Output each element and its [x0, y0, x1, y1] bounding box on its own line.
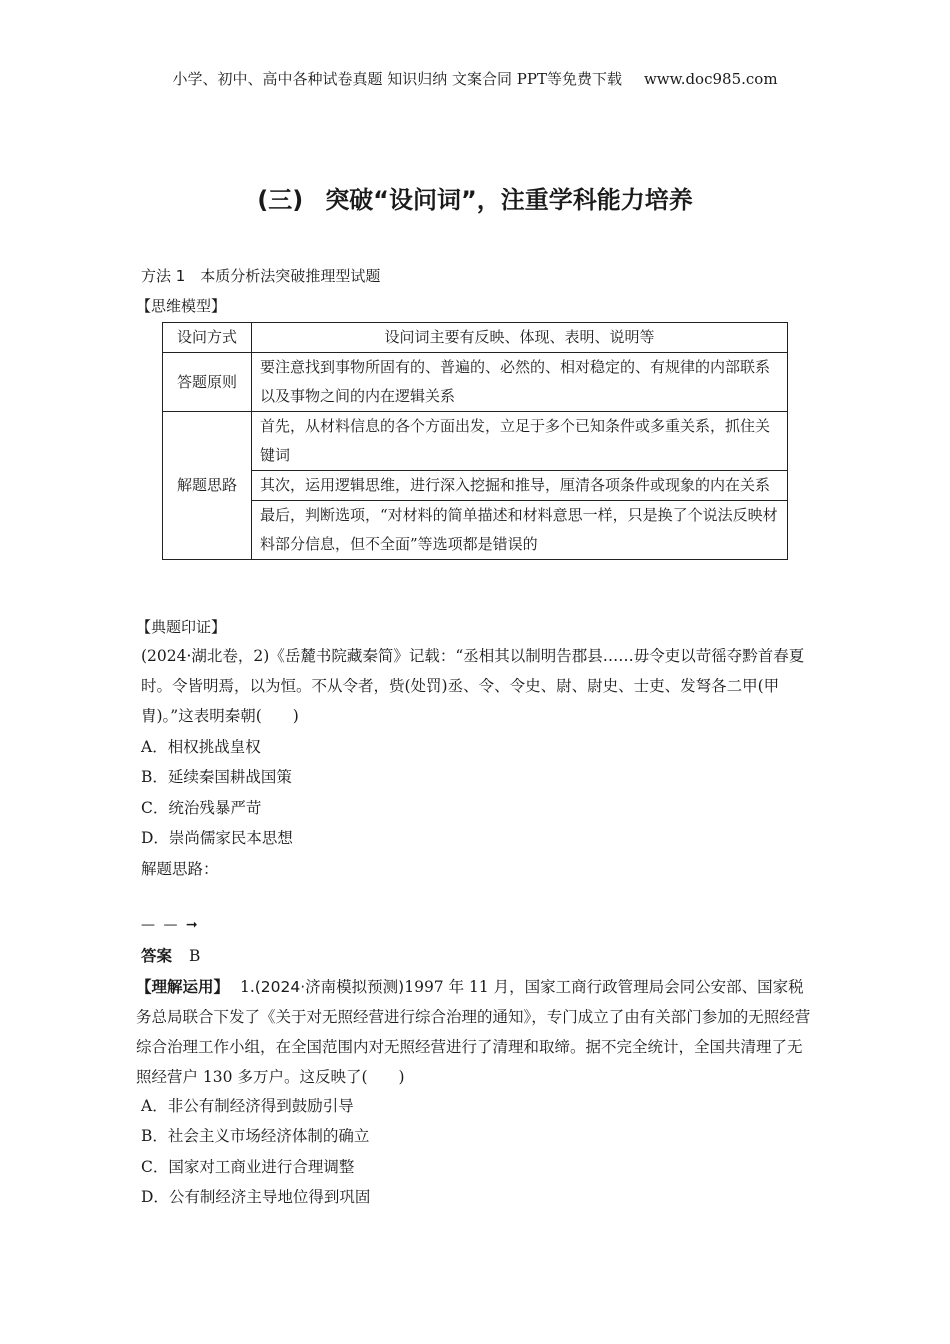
- table-row: [163, 471, 788, 501]
- table-label-question-style: 设问方式: [163, 323, 252, 353]
- method-heading: 方法 1 本质分析法突破推理型试题: [141, 267, 381, 285]
- answer-line: [141, 946, 200, 966]
- page-header: [0, 68, 950, 89]
- table-label-principle: 答题原则: [163, 353, 252, 412]
- example-option-a: A．相权挑战皇权: [141, 738, 261, 756]
- table-cell-approach-step1: 首先，从材料信息的各个方面出发，立足于多个已知条件或多重关系，抓住关键词: [252, 412, 788, 471]
- table-row: [163, 412, 788, 471]
- practice-question: 1997 年 11 月，国家工商行政管理局会同公安部、国家税务总局联合下发了《关于对无照经营进行综合治理的通知》，专门成立了由有关部门参加的无照经营综合治理工作小组，在全国范围内对无照经营进行了清理和取缔。据不完全统计，全国共清理了无照经营户 130 多万户。这反映了( ): [136, 978, 811, 1086]
- table-row: [163, 353, 788, 412]
- example-option-d: D．崇尚儒家民本思想: [141, 829, 293, 847]
- practice-option-a: A．非公有制经济得到鼓励引导: [141, 1097, 354, 1115]
- table-cell-approach-step3: 最后，判断选项，“对材料的简单描述和材料意思一样，只是换了个说法反映材料部分信息，但不全面”等选项都是错误的: [252, 501, 788, 560]
- practice-number: 1.: [239, 978, 255, 996]
- table-row: [163, 501, 788, 560]
- title-number: (三): [257, 186, 304, 214]
- thinking-label: 解题思路：: [141, 860, 219, 878]
- page-title: [0, 180, 950, 215]
- practice-label: 【理解运用】: [136, 978, 230, 996]
- thinking-model-table: [162, 322, 788, 560]
- table-cell-approach-step2: 其次，运用逻辑思维，进行深入挖掘和推导，厘清各项条件或现象的内在关系: [252, 471, 788, 501]
- table-row: [163, 323, 788, 353]
- table-cell-question-style: 设问词主要有反映、体现、表明、说明等: [252, 323, 788, 353]
- example-option-b: B．延续秦国耕战国策: [141, 768, 292, 786]
- model-label: 【思维模型】: [136, 297, 227, 315]
- example-question: (2024·湖北卷，2)《岳麓书院藏秦简》记载：“丞相其以制明告郡县……毋令吏以苛徭夺黔首春夏时。令皆明焉，以为恒。不从令者，赀(处罚)丞、令、令史、尉、尉史、士吏、发弩各二甲(甲胄)。”这表明秦朝( ): [141, 647, 805, 725]
- answer-value: B: [188, 947, 201, 965]
- example-label: 【典题印证】: [136, 618, 227, 636]
- header-banner: 小学、初中、高中各种试卷真题 知识归纳 文案合同 PPT等免费下载: [172, 70, 622, 88]
- answer-label: 答案: [141, 947, 173, 965]
- practice-block: [136, 972, 811, 1092]
- header-site-link[interactable]: www.doc985.com: [643, 70, 778, 88]
- practice-option-c: C．国家对工商业进行合理调整: [141, 1158, 355, 1176]
- practice-option-d: D．公有制经济主导地位得到巩固: [141, 1188, 371, 1206]
- example-option-c: C．统治残暴严苛: [141, 799, 262, 817]
- table-label-approach: 解题思路: [163, 412, 252, 560]
- arrow-icon: — — ➞: [141, 917, 200, 933]
- table-cell-principle: 要注意找到事物所固有的、普遍的、必然的、相对稳定的、有规律的内部联系以及事物之间的内在逻辑关系: [252, 353, 788, 412]
- title-text: 突破“设问词”，注重学科能力培养: [325, 186, 693, 214]
- practice-option-b: B．社会主义市场经济体制的确立: [141, 1127, 370, 1145]
- practice-source: (2024·济南模拟预测): [254, 978, 405, 996]
